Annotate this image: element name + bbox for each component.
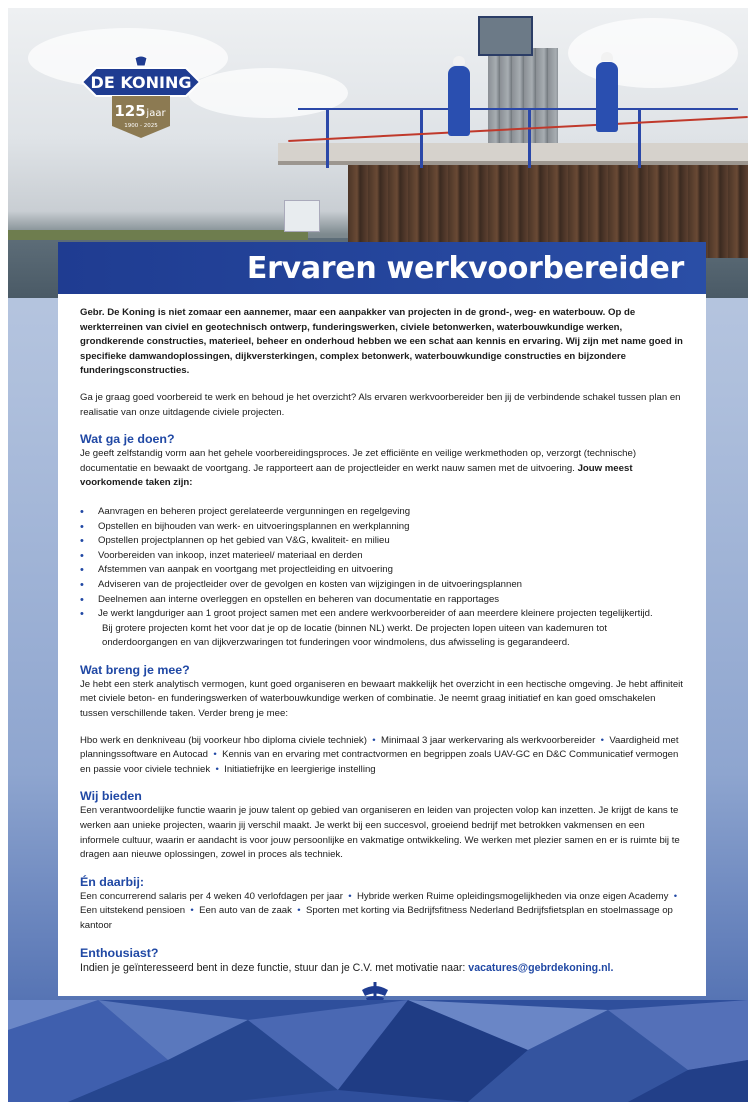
list-item: • Voorbereiden van inkoop, inzet materieel/ materiaal en derden bbox=[80, 549, 684, 564]
requirement-item: Vaardigheid met planningssoftware en Autocad bbox=[80, 734, 679, 761]
offer-paragraph: Een verantwoordelijke functie waarin je jouw talent op gebied van organiseren en leiden van projecten volop kan inzetten. Je krijgt de kans te werken aan unieke projecten, waarin jij verschil maakt. Je werkt bij een succesvol, groeiend bedrijf met betrokken vakmensen en een informele cultuur, waarin er aandacht is voor jouw persoonlijke en vakmatige ontwikkeling. We werken met plezier samen en er is ruimte bij te dragen aan nieuwe oplossingen, zowel in proces als techniek. bbox=[80, 805, 680, 861]
de-koning-logo bbox=[82, 56, 200, 140]
list-item: • Adviseren van de projectleider over de gevolgen en kosten van wijzigingen in de uitvoeringsplannen bbox=[80, 578, 684, 593]
tasks-intro-text: Je geeft zelfstandig vorm aan het gehele voorbereidingsproces. Je zet efficiënte en veilige werkmethoden op, verzorgt (technische) documentatie en bewaakt de voortgang. Je rapporteert aan de projectleider en werkt nauw samen met de uitvoering. bbox=[80, 448, 637, 474]
lead-paragraph: Ga je graag goed voorbereid te werk en behoud je het overzicht? Als ervaren werkvoorbereider ben jij de verbindende schakel tussen plan en realisatie van onze uitdagende civiele projecten. bbox=[80, 391, 681, 418]
contact-email-link[interactable]: vacatures@gebrdekoning.nl. bbox=[468, 961, 614, 974]
intro-paragraph: Gebr. De Koning is niet zomaar een aannemer, maar een aanpakker van projecten in de grond-, weg- en waterbouw. Op de werkterreinen van civiel en geotechnisch ontwerp, funderingswerken, civiele betonwerken, waterbouwkundige werken, grondkerende constructies, materieel, beheer en onderhoud hebben we een schat aan kennis en ervaring. Wij zijn met name goed in specifieke damwandoplossingen, dijkversterkingen, complex betonwerk, waterbouwkundige constructies en bijzondere funderingsconstructies. bbox=[80, 307, 683, 377]
requirement-item: Hbo werk en denkniveau (bij voorkeur hbo diploma civiele techniek) bbox=[80, 734, 367, 746]
requirement-item: Kennis van en ervaring met contractvormen en begrippen zoals UAV-GC en D&C Communicatief vermogen en passie voor civiele techniek bbox=[80, 749, 679, 775]
task-note: Bij grotere projecten komt het voor dat je op de locatie (binnen NL) werkt. De projecten lopen uiteen van kademuren tot onderdoorgangen en van dijkverzwaringen tot funderingen voor windmolens, dus afwisseling is gegarandeerd. bbox=[102, 622, 608, 649]
section-heading-requirements: Wat breng je mee? bbox=[80, 662, 190, 677]
contact-text: Indien je geïnteresseerd bent in deze functie, stuur dan je C.V. met motivatie naar: bbox=[80, 961, 466, 974]
list-item: • Afstemmen van aanpak en voortgang met projectleiding en uitvoering bbox=[80, 563, 684, 578]
section-heading-tasks: Wat ga je doen? bbox=[80, 432, 175, 447]
logo-anniversary-number: 125 bbox=[114, 102, 146, 120]
bottom-geometric-pattern bbox=[8, 1000, 748, 1102]
benefit-item: Hybride werken Ruime opleidingsmogelijkheden via onze eigen Academy bbox=[356, 890, 669, 902]
benefit-item: Sporten met korting via Bedrijfsfitness Nederland Bedrijfsfietsplan en stoelmassage op kantoor bbox=[80, 905, 673, 931]
list-item: • Aanvragen en beheren project gerelateerde vergunningen en regelgeving bbox=[80, 505, 684, 520]
list-item: • Deelnemen aan interne overleggen en opstellen en beheren van documentatie en rapportages bbox=[80, 593, 684, 608]
section-heading-benefits: Én daarbij: bbox=[80, 874, 145, 889]
requirement-item: Initiatiefrijke en leergierige instelling bbox=[224, 763, 376, 775]
page-title: Ervaren werkvoorbereider bbox=[246, 250, 684, 286]
benefits-list: Een concurrerend salaris per 4 weken 40 verlofdagen per jaar • Hybride werken Ruime opleidingsmogelijkheden via onze eigen Academy • Een uitstekend pensioen • Een auto van de zaak • Sporten met korting via Bedrijfsfitness Nederland Bedrijfsfietsplan en stoelmassage op kantoor bbox=[80, 890, 680, 931]
requirements-intro: Je hebt een sterk analytisch vermogen, kunt goed organiseren en bewaart makkelijk het overzicht in een hectische omgeving. Je hebt affiniteit met civiele beton- en funderingswerken of waterbouwkundige werken of combinatie. Je neemt graag initiatief en kan goed omschakelen tussen verschillende taken. Verder breng je mee: bbox=[80, 678, 683, 720]
section-heading-offer: Wij bieden bbox=[80, 789, 142, 804]
benefit-item: Een auto van de zaak bbox=[199, 905, 292, 917]
content-panel bbox=[58, 294, 706, 996]
requirements-list: Hbo werk en denkniveau (bij voorkeur hbo diploma civiele techniek) • Minimaal 3 jaar werkervaring als werkvoorbereider • Vaardigheid met planningssoftware en Autocad • Kennis van en ervaring met contractvormen en begrippen zoals UAV-GC en D&C Communicatief vermogen en passie voor civiele techniek • Initiatiefrijke en leergierige instelling bbox=[80, 734, 679, 775]
logo-anniversary-word: jaar bbox=[146, 108, 166, 119]
title-bar bbox=[58, 242, 706, 294]
tasks-intro bbox=[80, 447, 684, 491]
task-list bbox=[80, 505, 684, 622]
list-item: • Je werkt langduriger aan 1 groot project samen met een andere werkvoorbereider of aan meerdere kleinere projecten tegelijkertijd. bbox=[80, 607, 684, 622]
benefit-item: Een concurrerend salaris per 4 weken 40 verlofdagen per jaar bbox=[80, 890, 343, 902]
list-item: • Opstellen projectplannen op het gebied van V&G, kwaliteit- en milieu bbox=[80, 534, 684, 549]
logo-years: 1900 - 2025 bbox=[124, 123, 158, 129]
contact-paragraph bbox=[80, 961, 684, 976]
list-item: • Opstellen en bijhouden van werk- en uitvoeringsplannen en werkplanning bbox=[80, 520, 684, 535]
requirement-item: Minimaal 3 jaar werkervaring als werkvoorbereider bbox=[380, 734, 596, 746]
benefit-item: Een uitstekend pensioen bbox=[80, 905, 186, 917]
section-heading-contact: Enthousiast? bbox=[80, 945, 159, 960]
logo-brand-text: DE KONING bbox=[90, 73, 192, 92]
tasks-intro-bold: Jouw meest voorkomende taken zijn: bbox=[80, 462, 633, 489]
